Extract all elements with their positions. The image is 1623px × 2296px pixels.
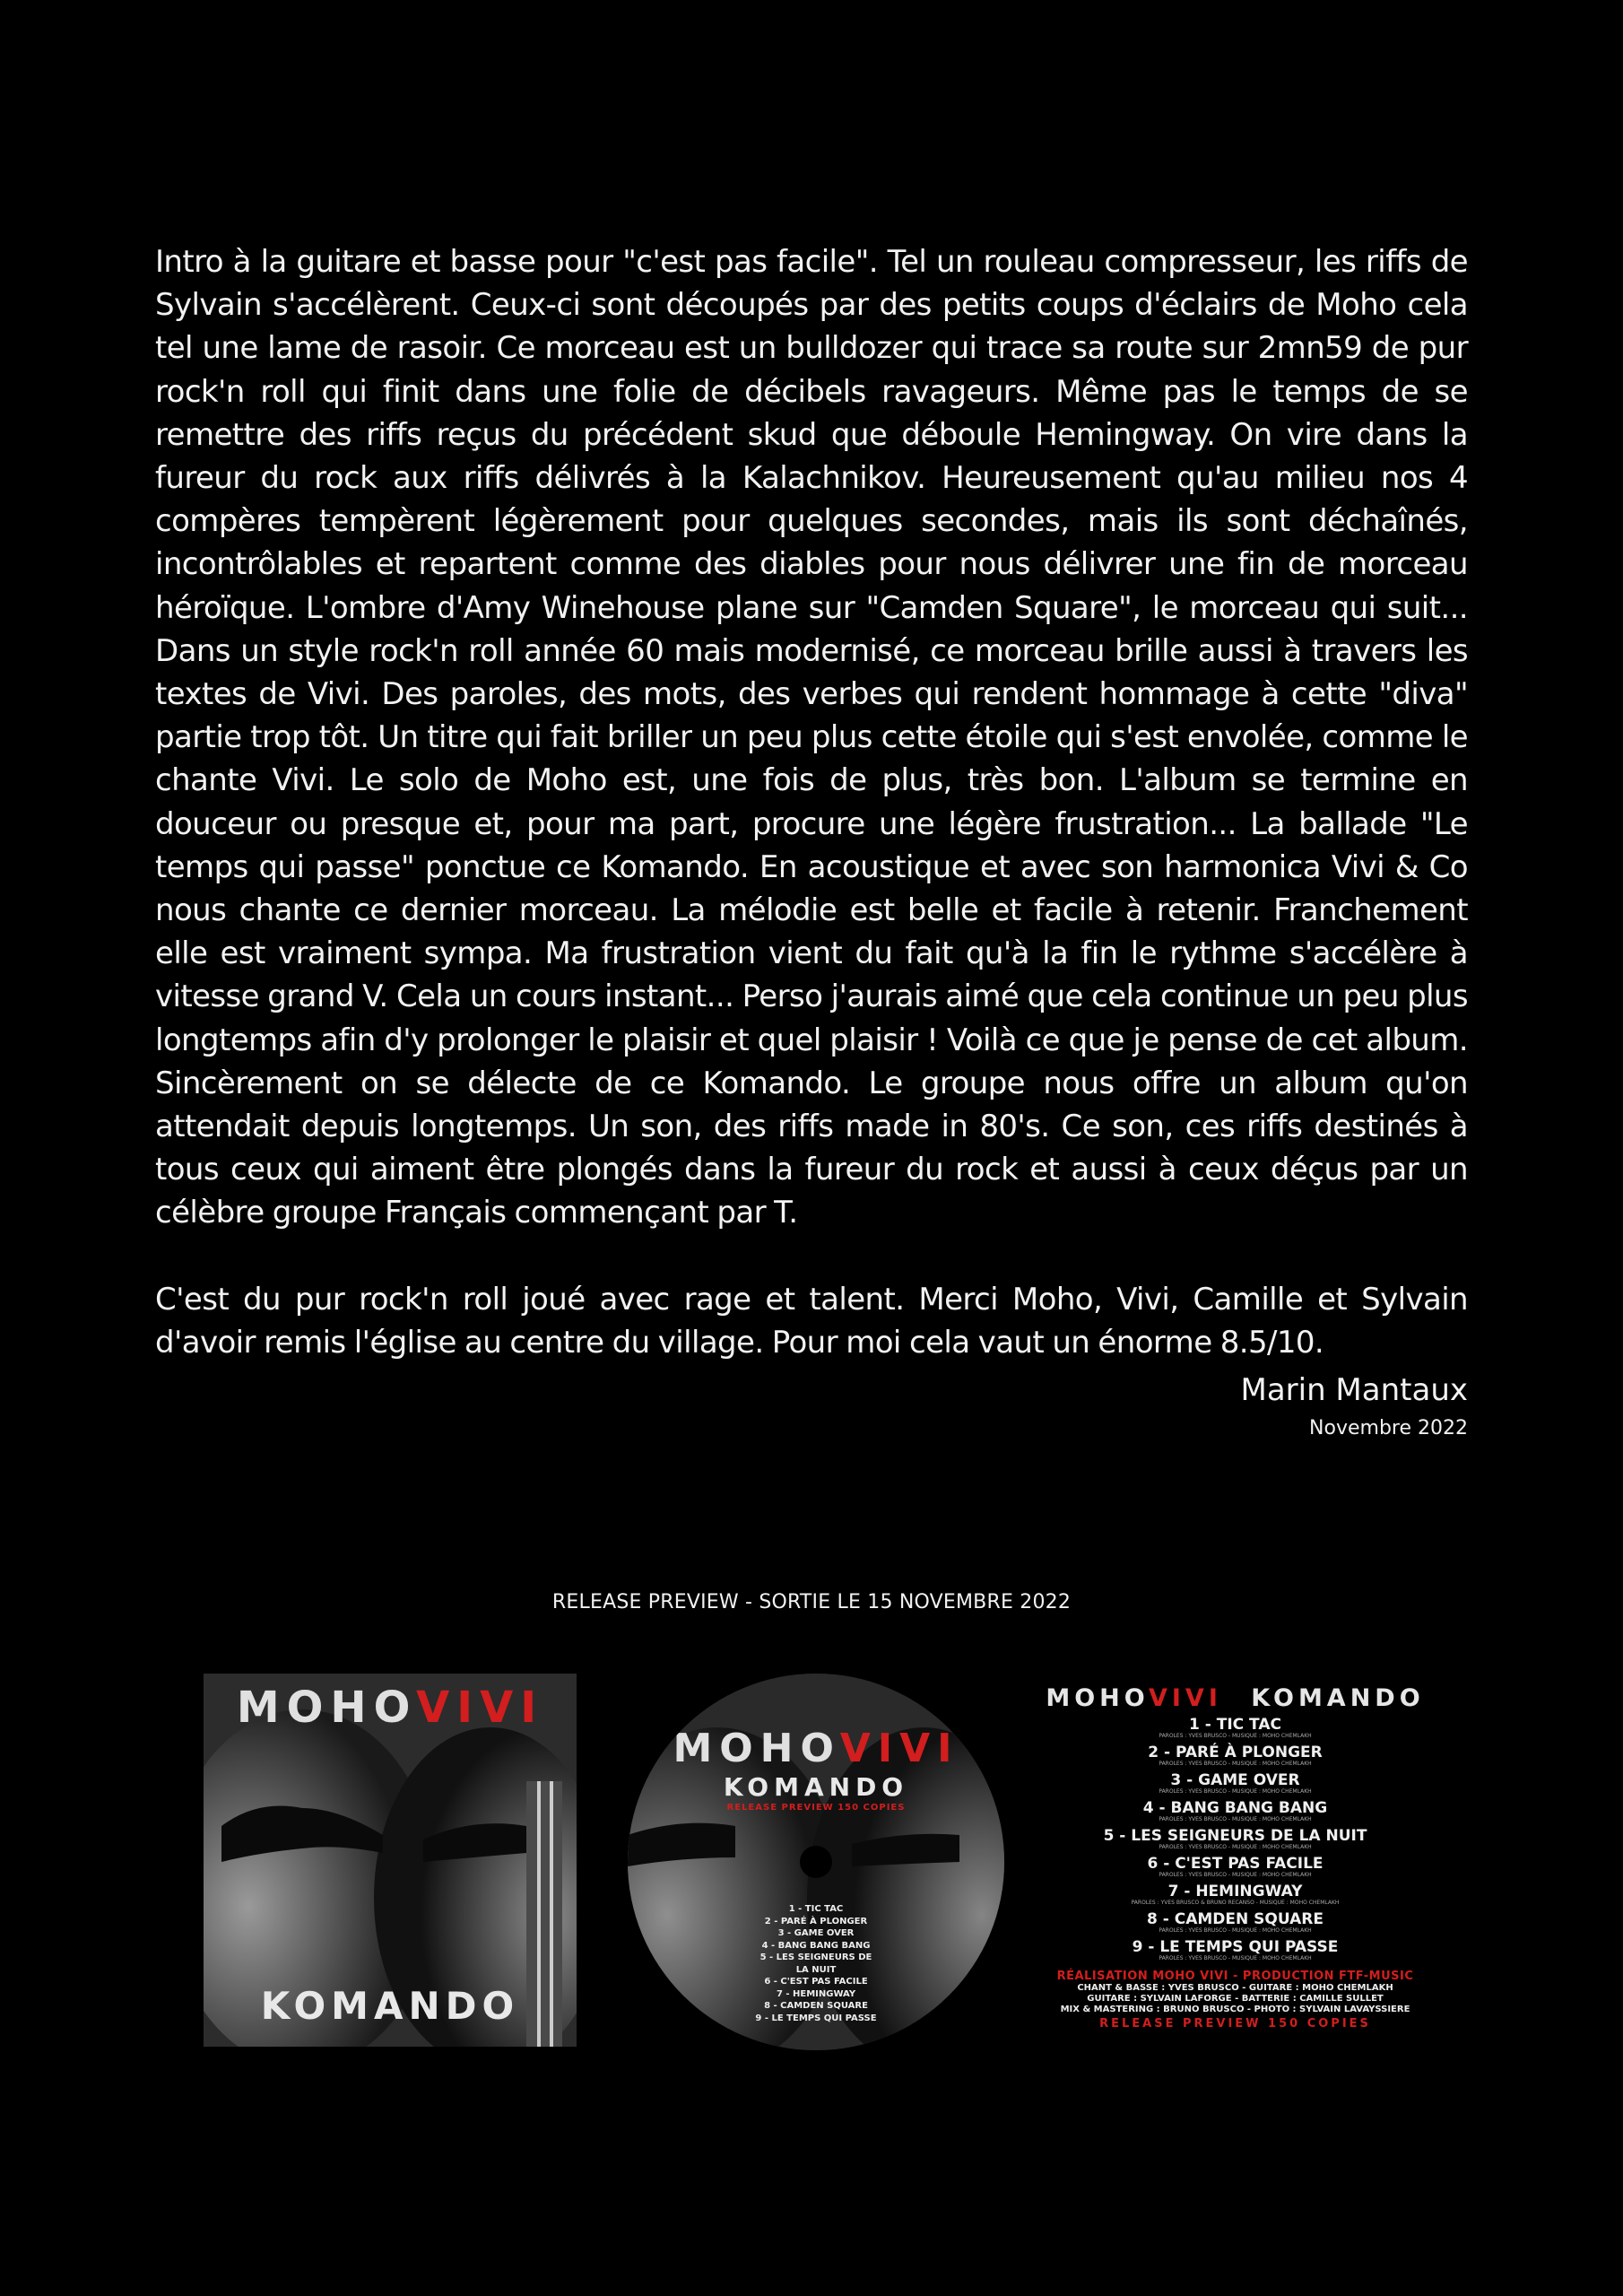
album-disc <box>628 1674 1004 2050</box>
disc-track: 8 - CAMDEN SQUARE <box>764 2001 868 2011</box>
disc-album-title: KOMANDO <box>723 1772 909 1802</box>
disc-center-hole <box>800 1846 832 1878</box>
back-track-credit: PAROLES : YVES BRUSCO & BRUNO RECANSO - MUSIQUE : MOHO CHEMLAKH <box>1131 1900 1340 1906</box>
back-album-title: KOMANDO <box>1251 1684 1425 1712</box>
cover-album-title: KOMANDO <box>260 1984 520 2028</box>
disc-track: 4 - BANG BANG BANG <box>761 1940 871 1951</box>
disc-track: 2 - PARÉ À PLONGER <box>764 1916 868 1926</box>
disc-track: 3 - GAME OVER <box>777 1928 855 1938</box>
back-track: 8 - CAMDEN SQUARE <box>1147 1910 1324 1928</box>
back-track: 4 - BANG BANG BANG <box>1142 1799 1328 1817</box>
back-track-credit: PAROLES : YVES BRUSCO - MUSIQUE : MOHO CHEMLAKH <box>1159 1872 1312 1878</box>
disc-band-name-white: MOHO <box>673 1726 840 1771</box>
review-paragraph-1: Intro à la guitare et basse pour "c'est pas facile". Tel un rouleau compresseur, les riffs de Sylvain s'accélèrent. Ceux-ci sont découpés par des petits coups d'éclairs de Moho cela tel une lame de rasoir. Ce morceau est un bulldozer qui trace sa route sur 2mn59 de pur rock'n roll qui finit dans une folie de décibels ravageurs. Même pas le temps de se remettre des riffs reçus du précédent skud que déboule Hemingway. On vire dans la fureur du rock aux riffs délivrés à la Kalachnikov. Heureusement qu'au milieu nos 4 compères tempèrent légèrement pour quelques secondes, mais ils sont déchaînés, incontrôlables et repartent comme des diables pour nous délivrer une fin de morceau héroïque. L'ombre d'Amy Winehouse plane sur "Camden Square", le morceau qui suit... Dans un style rock'n roll année 60 mais modernisé, ce morceau brille aussi à travers les textes de Vivi. Des paroles, des mots, des verbes qui rendent hommage à cette "diva" partie trop tôt. Un titre qui fait briller un peu plus cette étoile qui s'est envolée, comme le chante Vivi. Le solo de Moho est, une fois de plus, très bon. L'album se termine en douceur ou presque et, pour ma part, procure une légère frustration... La ballade "Le temps qui passe" ponctue ce Komando. En acoustique et avec son harmonica Vivi & Co nous chante ce dernier morceau. La mélodie est belle et facile à retenir. Franchement elle est vraiment sympa. Ma frustration vient du fait qu'à la fin le rythme s'accélère à vitesse grand V. Cela un cours instant... Perso j'aurais aimé que cela continue un peu plus longtemps afin d'y prolonger le plaisir et quel plaisir ! Voilà ce que je pense de cet album. Sincèrement on se délecte de ce Komando. Le groupe nous offre un album qu'on attendait depuis longtemps. Un son, des riffs made in 80's. Ce son, ces riffs destinés à tous ceux qui aiment être plongés dans la fureur du rock et aussi à ceux déçus par un célèbre groupe Français commençant par T. <box>155 244 1468 1231</box>
back-production: RÉALISATION MOHO VIVI - PRODUCTION FTF-MUSIC <box>1056 1970 1414 1983</box>
back-header <box>1045 1684 1426 1712</box>
disc-track: 9 - LE TEMPS QUI PASSE <box>755 2013 877 2023</box>
back-staff-line: CHANT & BASSE : YVES BRUSCO - GUITARE : MOHO CHEMLAKH <box>1077 1983 1393 1993</box>
review-date: Novembre 2022 <box>1309 1417 1468 1439</box>
disc-tracklist <box>753 1903 879 2024</box>
back-track: 6 - C'EST PAS FACILE <box>1147 1855 1324 1873</box>
disc-release-tag: RELEASE PREVIEW 150 COPIES <box>726 1803 906 1813</box>
release-caption: RELEASE PREVIEW - SORTIE LE 15 NOVEMBRE 2022 <box>551 1591 1072 1613</box>
back-tracklist <box>1045 1717 1426 1962</box>
back-band-white: MOHO <box>1046 1684 1149 1712</box>
disc-track: 6 - C'EST PAS FACILE <box>764 1977 868 1987</box>
review-paragraph-2: C'est du pur rock'n roll joué avec rage et talent. Merci Moho, Vivi, Camille et Sylvain d'avoir remis l'église au centre du village. Pour moi cela vaut un énorme 8.5/10. <box>155 1281 1468 1361</box>
band-name-red: VIVI <box>416 1683 544 1733</box>
back-track: 1 - TIC TAC <box>1189 1716 1281 1734</box>
back-track-credit: PAROLES : YVES BRUSCO - MUSIQUE : MOHO CHEMLAKH <box>1159 1927 1312 1934</box>
review-article <box>155 240 1468 1364</box>
back-track-credit: PAROLES : YVES BRUSCO - MUSIQUE : MOHO CHEMLAKH <box>1159 1761 1312 1767</box>
back-staff-line: MIX & MASTERING : BRUNO BRUSCO - PHOTO : SYLVAIN LAVAYSSIERE <box>1060 2005 1410 2014</box>
back-track-credit: PAROLES : YVES BRUSCO - MUSIQUE : MOHO CHEMLAKH <box>1159 1733 1312 1739</box>
disc-track: 1 - TIC TAC <box>788 1904 844 1914</box>
back-track-credit: PAROLES : YVES BRUSCO - MUSIQUE : MOHO CHEMLAKH <box>1159 1788 1312 1795</box>
album-front-cover <box>204 1674 577 2047</box>
disc-band-name-red: VIVI <box>839 1726 959 1771</box>
back-copies: RELEASE PREVIEW 150 COPIES <box>1099 2017 1371 2031</box>
back-staff-line: GUITARE : SYLVAIN LAFORGE - BATTERIE : CAMILLE SULLET <box>1087 1994 1384 2004</box>
band-name-white: MOHO <box>236 1683 417 1733</box>
back-track: 3 - GAME OVER <box>1170 1771 1300 1789</box>
album-back-cover <box>1045 1674 1426 2050</box>
disc-band-name <box>628 1726 1004 1771</box>
back-track: 9 - LE TEMPS QUI PASSE <box>1132 1938 1339 1956</box>
back-track-credit: PAROLES : YVES BRUSCO - MUSIQUE : MOHO CHEMLAKH <box>1159 1955 1312 1961</box>
back-band-red: VIVI <box>1148 1684 1222 1712</box>
back-track: 7 - HEMINGWAY <box>1167 1883 1303 1900</box>
back-track: 5 - LES SEIGNEURS DE LA NUIT <box>1103 1827 1367 1845</box>
back-track-credit: PAROLES : YVES BRUSCO - MUSIQUE : MOHO CHEMLAKH <box>1159 1844 1312 1850</box>
disc-track: 7 - HEMINGWAY <box>776 1988 856 1999</box>
author-name: Marin Mantaux <box>1240 1372 1468 1408</box>
disc-track: 5 - LES SEIGNEURS DE LA NUIT <box>759 1952 872 1975</box>
back-track-credit: PAROLES : YVES BRUSCO - MUSIQUE : MOHO CHEMLAKH <box>1159 1816 1312 1822</box>
back-track: 2 - PARÉ À PLONGER <box>1148 1744 1323 1761</box>
cover-band-name <box>204 1683 577 1733</box>
